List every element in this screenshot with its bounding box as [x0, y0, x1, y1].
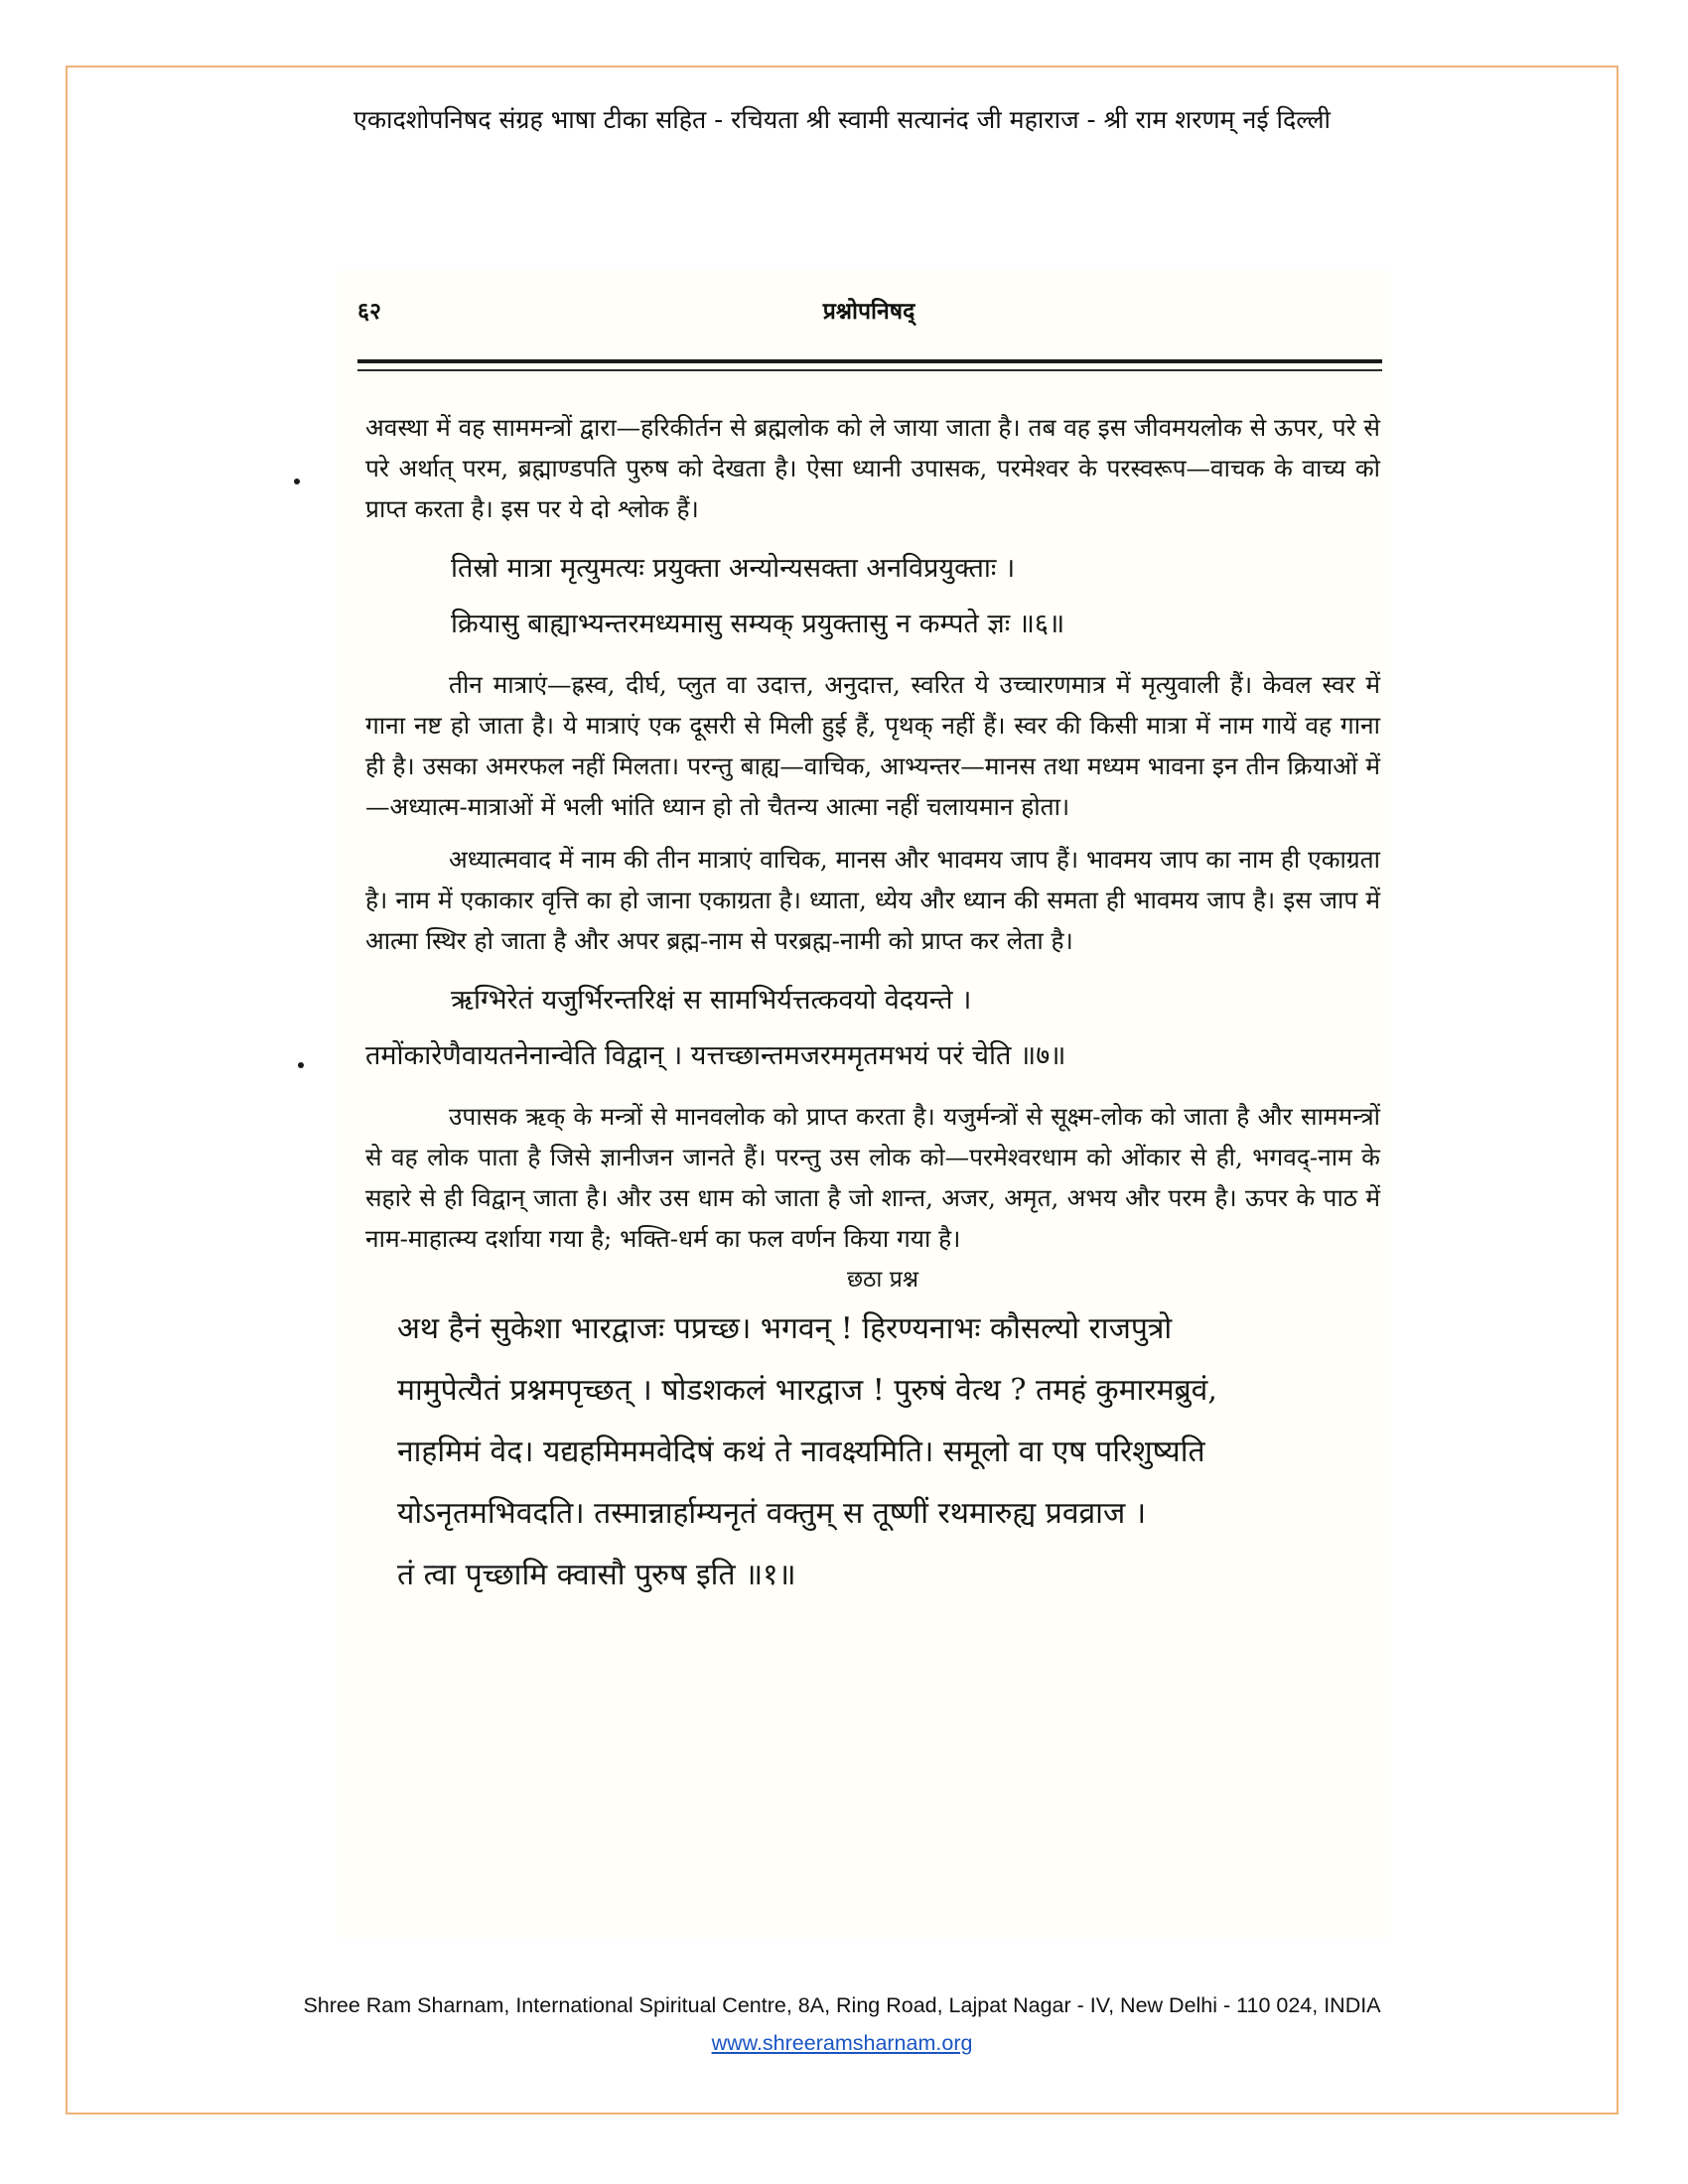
margin-dot	[298, 1062, 304, 1068]
prashna-6-verse-1-line-4: योऽनृतमभिवदति। तस्मान्नार्हाम्यनृतं वक्तुम् स तूष्णीं रथमारुह्य प्रवव्राज ।	[397, 1496, 1147, 1531]
document-header: एकादशोपनिषद संग्रह भाषा टीका सहित - रचियता श्री स्वामी सत्यानंद जी महाराज - श्री राम शरणम् नई दिल्ली	[353, 105, 1331, 134]
website-link[interactable]: www.shreeramsharnam.org	[711, 2031, 973, 2055]
page-body	[365, 407, 1380, 1606]
commentary-paragraph-3: अध्यात्मवाद में नाम की तीन मात्राएं वाचिक, मानस और भावमय जाप हैं। भावमय जाप का नाम ही एकाग्रता है। नाम में एकाकार वृत्ति का हो जाना एकाग्रता है। ध्याता, ध्येय और ध्यान की समता ही भावमय जाप है। इस जाप में आत्मा स्थिर हो जाता है और अपर ब्रह्म-नाम से परब्रह्म-नामी को प्राप्त कर लेता है।	[365, 845, 1380, 955]
footer-address: Shree Ram Sharnam, International Spiritual Centre, 8A, Ring Road, Lajpat Nagar - IV, New Delhi - 110 024, INDIA	[303, 1993, 1381, 2017]
commentary-paragraph-4: उपासक ऋक् के मन्त्रों से मानवलोक को प्राप्त करता है। यजुर्मन्त्रों से सूक्ष्म-लोक को जाता है और साममन्त्रों से वह लोक पाता है जिसे ज्ञानीजन जानते हैं। परन्तु उस लोक को—परमेश्वरधाम को ओंकार से ही, भगवद्-नाम के सहारे से ही विद्वान् जाता है। और उस धाम को जाता है जो शान्त, अजर, अमृत, अभय और परम है। ऊपर के पाठ में नाम-माहात्म्य दर्शाया गया है; भक्ति-धर्म का फल वर्णन किया गया है।	[365, 1102, 1380, 1253]
verse-6-line-1: तिस्रो मात्रा मृत्युमत्यः प्रयुक्ता अन्योन्यसक्ता अनविप्रयुक्ताः ।	[451, 553, 1016, 584]
running-head	[357, 294, 1380, 330]
header-rule-thin	[357, 369, 1382, 371]
commentary-paragraph-2: तीन मात्राएं—ह्रस्व, दीर्घ, प्लुत वा उदात्त, अनुदात्त, स्वरित ये उच्चारणमात्र में मृत्युवाली हैं। केवल स्वर में गाना नष्ट हो जाता है। ये मात्राएं एक दूसरी से मिली हुई हैं, पृथक् नहीं हैं। स्वर की किसी मात्रा में नाम गायें वह गाना ही है। उसका अमरफल नहीं मिलता। परन्तु बाह्य—वाचिक, आभ्यन्तर—मानस तथा मध्यम भावना इन तीन क्रियाओं में—अध्यात्म-मात्राओं में भली भांति ध्यान हो तो चैतन्य आत्मा नहीं चलायमान होता।	[365, 670, 1380, 821]
commentary-paragraph-1: अवस्था में वह साममन्त्रों द्वारा—हरिकीर्तन से ब्रह्मलोक को ले जाया जाता है। तब वह इस जीवमयलोक से ऊपर, परे से परे अर्थात् परम, ब्रह्माण्डपति पुरुष को देखता है। ऐसा ध्यानी उपासक, परमेश्वर के परस्वरूप—वाचक के वाच्य को प्राप्त करता है। इस पर ये दो श्लोक हैं।	[365, 413, 1380, 523]
prashna-6-verse-1-line-5: तं त्वा पृच्छामि क्वासौ पुरुष इति ॥१॥	[397, 1558, 796, 1592]
verse-7-line-2: तमोंकारेणैवायतनेनान्वेति विद्वान् । यत्तच्छान्तमजरममृतमभयं परं चेति ॥७॥	[365, 1040, 1066, 1071]
header-rule-thick	[357, 359, 1382, 363]
page-number: ६२	[357, 298, 381, 325]
prashna-6-verse-1-line-2: मामुपेत्यैतं प्रश्नमपृच्छत् । षोडशकलं भारद्वाज ! पुरुषं वेत्थ ? तमहं कुमारमब्रुवं,	[397, 1373, 1217, 1408]
section-heading: छठा प्रश्न	[846, 1267, 919, 1293]
verse-6-line-2: क्रियासु बाह्याभ्यन्तरमध्यमासु सम्यक् प्रयुक्तासु न कम्पते ज्ञः ॥६॥	[451, 609, 1065, 639]
prashna-6-verse-1-line-3: नाहमिमं वेद। यद्यहमिममवेदिषं कथं ते नावक्ष्यमिति। समूलो वा एष परिशुष्यति	[397, 1434, 1205, 1469]
prashna-6-verse-1-line-1: अथ हैनं सुकेशा भारद्वाजः पप्रच्छ। भगवन् ! हिरण्यनाभः कौसल्यो राजपुत्रो	[397, 1311, 1173, 1346]
running-title: प्रश्नोपनिषद्	[822, 298, 915, 325]
footer-website	[66, 2028, 1618, 2058]
margin-dot	[294, 478, 300, 484]
verse-7-line-1: ऋग्भिरेतं यजुर्भिरन्तरिक्षं स सामभिर्यत्तत्कवयो वेदयन्ते ।	[451, 985, 972, 1016]
